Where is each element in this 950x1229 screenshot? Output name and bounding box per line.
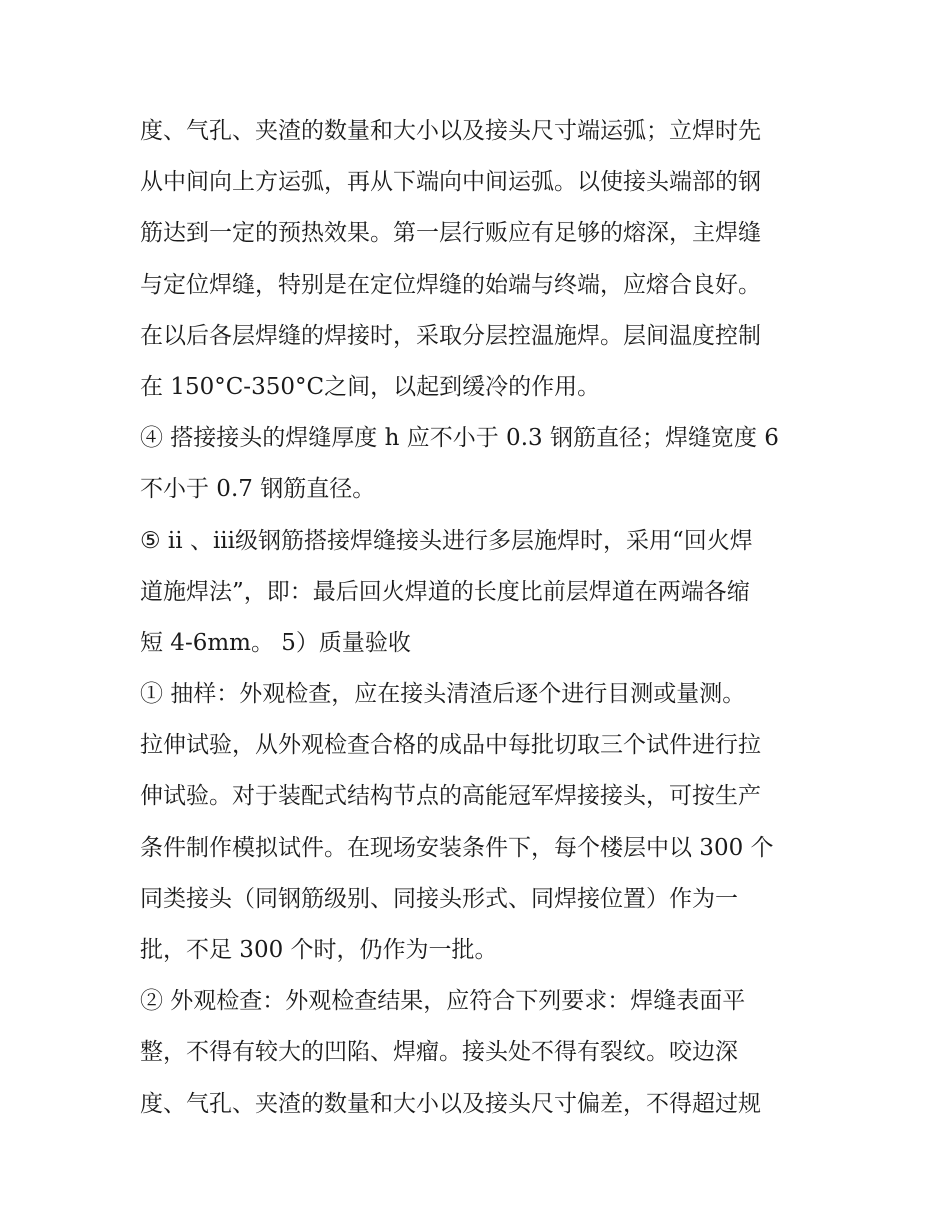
text-line: 批，不足 300 个时，仍作为一批。 <box>140 937 498 963</box>
text-line: 条件制作模拟试件。在现场安装条件下，每个楼层中以 300 个 <box>140 834 774 861</box>
text-line: ① 抽样：外观检查，应在接头清渣后逐个进行目测或量测。 <box>140 681 746 708</box>
text-line: 在以后各层焊缝的焊接时，采取分层控温施焊。层间温度控制 <box>140 322 761 349</box>
text-line: ④ 搭接接头的焊缝厚度 h 应不小于 0.3 钢筋直径；焊缝宽度 6 <box>140 425 779 452</box>
text-line: 度、气孔、夹渣的数量和大小以及接头尺寸偏差，不得超过规 <box>140 1090 761 1117</box>
body-text <box>140 106 820 1130</box>
text-line: ⑤ ii 、iii级钢筋搭接焊缝接头进行多层施焊时，采用“回火焊 <box>140 527 753 554</box>
text-line: 伸试验。对于装配式结构节点的高能冠军焊接接头，可按生产 <box>140 783 761 810</box>
text-line: 拉伸试验，从外观检查合格的成品中每批切取三个试件进行拉 <box>140 732 761 759</box>
text-line: 同类接头（同钢筋级别、同接头形式、同焊接位置）作为一 <box>140 885 738 912</box>
text-line: 从中间向上方运弧，再从下端向中间运弧。以使接头端部的钢 <box>140 169 761 196</box>
text-line: 不小于 0.7 钢筋直径。 <box>140 476 376 503</box>
text-line: 度、气孔、夹渣的数量和大小以及接头尺寸端运弧；立焊时先 <box>140 118 761 144</box>
text-line: 筋达到一定的预热效果。第一层行贩应有足够的熔深，主焊缝 <box>140 220 761 247</box>
text-line: 短 4-6mm。 5）质量验收 <box>140 629 411 656</box>
text-line: 与定位焊缝，特别是在定位焊缝的始端与终端，应熔合良好。 <box>140 271 761 298</box>
text-line: ② 外观检查：外观检查结果，应符合下列要求：焊缝表面平 <box>140 988 746 1015</box>
text-line: 整，不得有较大的凹陷、焊瘤。接头处不得有裂纹。咬边深 <box>140 1039 738 1066</box>
text-line: 在 150°C-350°C之间，以起到缓冷的作用。 <box>140 373 601 400</box>
text-line: 道施焊法”，即：最后回火焊道的长度比前层焊道在两端各缩 <box>140 578 750 605</box>
